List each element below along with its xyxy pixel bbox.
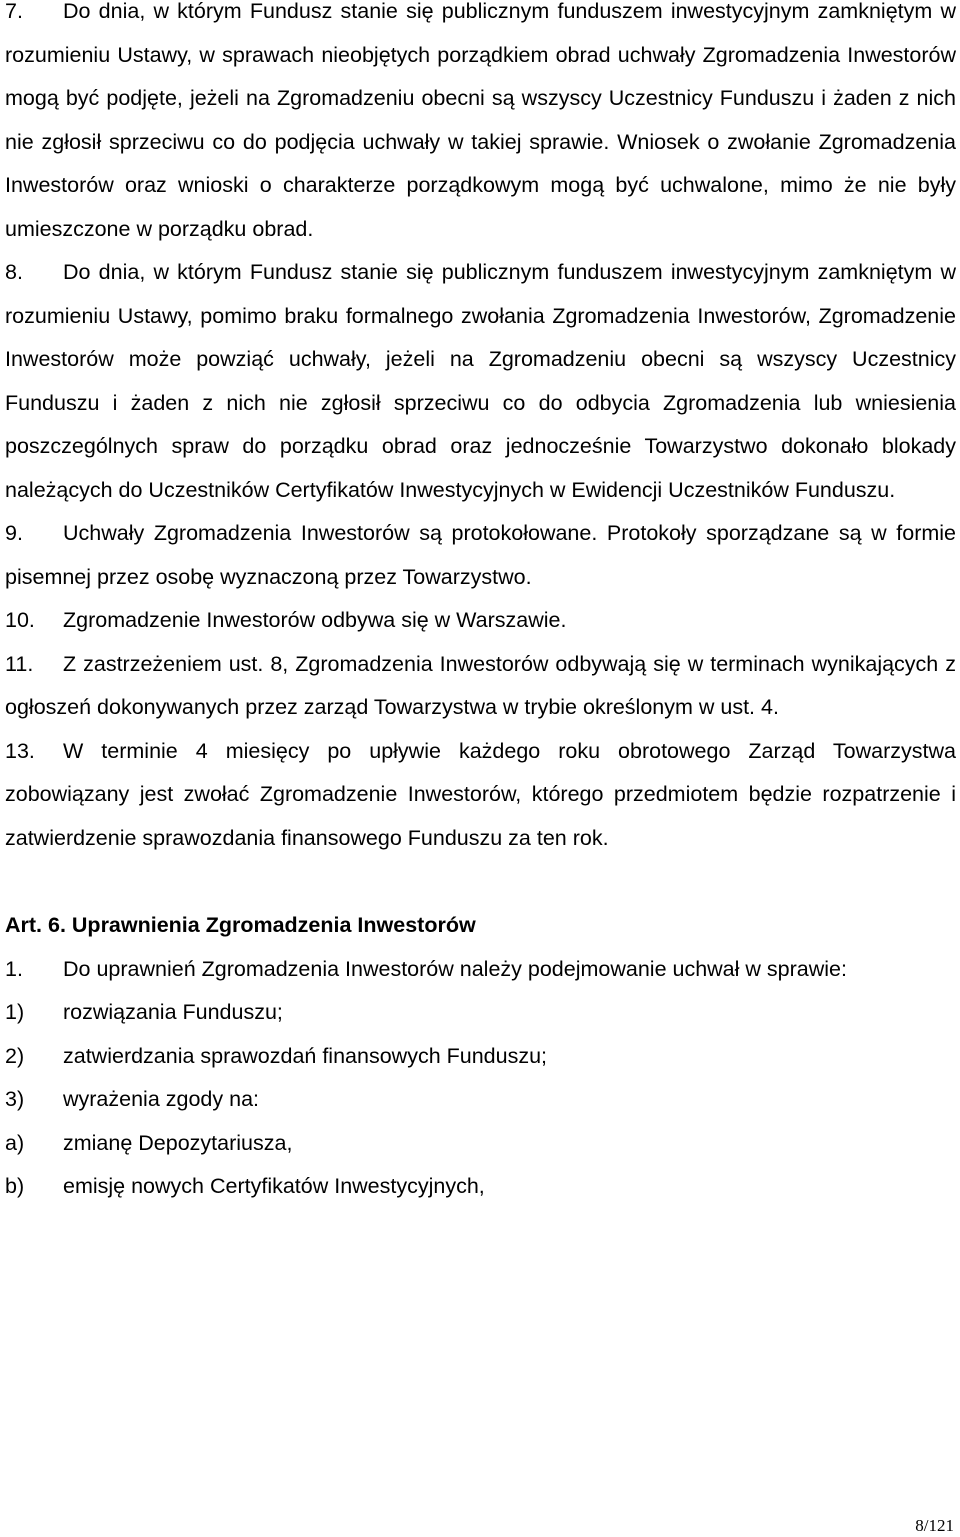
list-item-text: emisję nowych Certyfikatów Inwestycyjnych, [63, 1174, 485, 1198]
paragraph-text: Do dnia, w którym Fundusz stanie się publicznym funduszem inwestycyjnym zamkniętym w rozumieniu Ustawy, pomimo braku formalnego zwołania Zgromadzenia Inwestorów, Zgromadzenie Inwestorów może powziąć uchwały, jeżeli na Zgromadzeniu obecni są wszyscy Uczestnicy Funduszu i żaden z nich nie zgłosił sprzeciwu co do odbycia Zgromadzenia lub wniesienia poszczególnych spraw do porządku obrad oraz jednocześnie Towarzystwo dokonało blokady należących do Uczestników Certyfikatów Inwestycyjnych w Ewidencji Uczestników Funduszu. [5, 260, 956, 502]
paragraph-number: 11. [5, 651, 34, 676]
list-item [5, 1035, 956, 1079]
list-item [5, 1165, 956, 1209]
paragraph-text: Z zastrzeżeniem ust. 8, Zgromadzenia Inwestorów odbywają się w terminach wynikających z ogłoszeń dokonywanych przez zarząd Towarzystwa w trybie określonym w ust. 4. [5, 651, 956, 719]
list-item-text: rozwiązania Funduszu; [63, 1000, 283, 1024]
list-item-text: zatwierdzania sprawozdań finansowych Funduszu; [63, 1043, 548, 1068]
list-marker: a) [5, 1130, 25, 1155]
paragraph-number: 10. [5, 608, 35, 632]
list-marker: 1) [5, 1000, 25, 1024]
list-marker: 2) [5, 1043, 25, 1068]
paragraph-number: 7. [5, 0, 23, 23]
paragraph-number: 1. [5, 956, 23, 981]
paragraph-7 [5, 0, 956, 251]
list-item [5, 1078, 956, 1122]
paragraph-11 [5, 643, 956, 730]
list-item-text: wyrażenia zgody na: [63, 1087, 259, 1111]
list-marker: b) [5, 1174, 25, 1198]
section-spacer [5, 860, 956, 904]
list-marker: 3) [5, 1087, 25, 1111]
paragraph-number: 8. [5, 260, 23, 284]
paragraph-number: 13. [5, 738, 35, 763]
list-item [5, 1122, 956, 1166]
document-page [5, 0, 956, 1209]
paragraph-10 [5, 599, 956, 643]
paragraph-text: Do dnia, w którym Fundusz stanie się publicznym funduszem inwestycyjnym zamkniętym w rozumieniu Ustawy, w sprawach nieobjętych porządkiem obrad uchwały Zgromadzenia Inwestorów mogą być podjęte, jeżeli na Zgromadzeniu obecni są wszyscy Uczestnicy Funduszu i żaden z nich nie zgłosił sprzeciwu co do podjęcia uchwały w takiej sprawie. Wniosek o zwołanie Zgromadzenia Inwestorów oraz wnioski o charakterze porządkowym mogą być uchwalone, mimo że nie były umieszczone w porządku obrad. [5, 0, 956, 241]
paragraph-text: Do uprawnień Zgromadzenia Inwestorów należy podejmowanie uchwał w sprawie: [63, 956, 847, 981]
list-item [5, 991, 956, 1035]
paragraph-text: Uchwały Zgromadzenia Inwestorów są protokołowane. Protokoły sporządzane są w formie pisemnej przez osobę wyznaczoną przez Towarzystwo. [5, 521, 956, 589]
list-item-text: zmianę Depozytariusza, [63, 1130, 293, 1155]
paragraph-number: 9. [5, 521, 23, 545]
paragraph-13 [5, 730, 956, 861]
page-number: 8/121 [915, 1516, 954, 1535]
paragraph-8 [5, 251, 956, 512]
paragraph-text: W terminie 4 miesięcy po upływie każdego roku obrotowego Zarząd Towarzystwa zobowiązany jest zwołać Zgromadzenie Inwestorów, którego przedmiotem będzie rozpatrzenie i zatwierdzenie sprawozdania finansowego Funduszu za ten rok. [5, 738, 956, 850]
article-heading: Art. 6. Uprawnienia Zgromadzenia Inwestorów [5, 913, 476, 937]
article-paragraph-1 [5, 948, 956, 992]
paragraph-text: Zgromadzenie Inwestorów odbywa się w Warszawie. [63, 608, 567, 632]
paragraph-9 [5, 512, 956, 599]
